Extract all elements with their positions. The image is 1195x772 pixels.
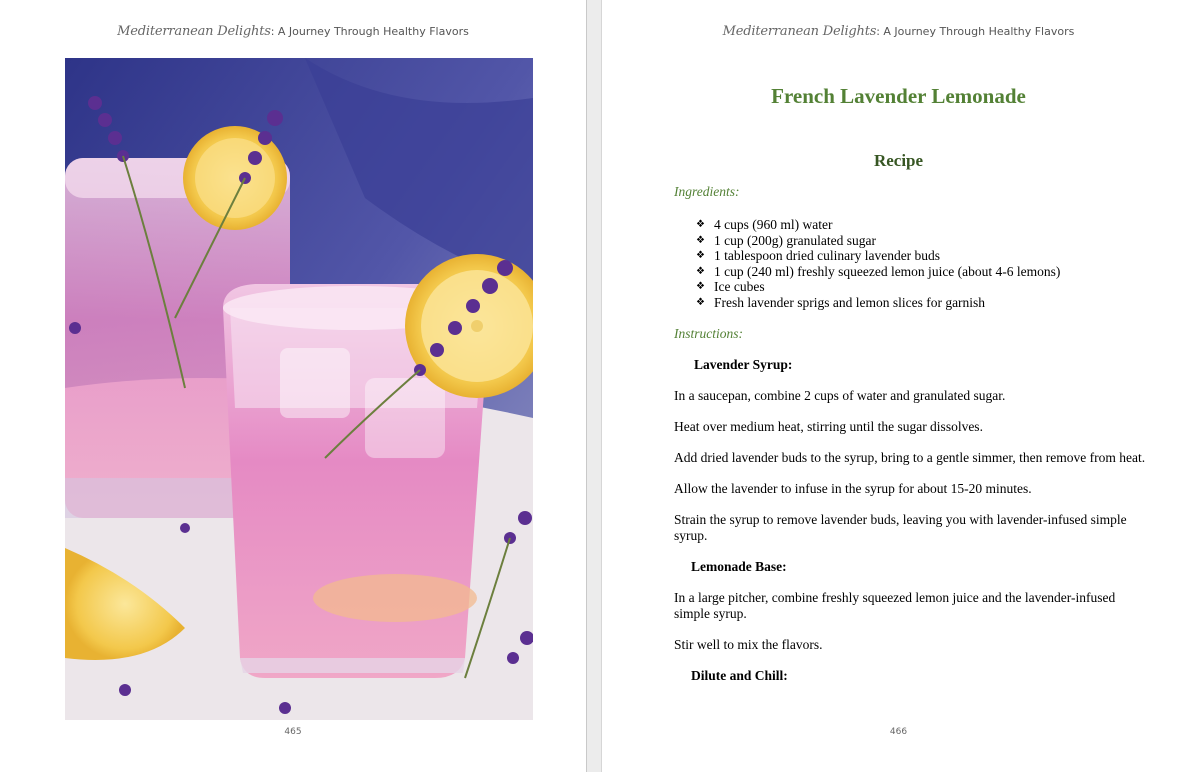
running-header-right [602,24,1195,39]
ingredient-item [696,217,1154,233]
diamond-bullet-icon: ❖ [696,265,705,277]
page-gutter [586,0,602,772]
right-page [602,0,1195,772]
diamond-bullet-icon: ❖ [696,281,705,292]
recipe-title: French Lavender Lemonade [771,84,1026,108]
syrup-step: Heat over medium heat, stirring until the sugar dissolves. [674,419,983,434]
lavender-syrup-steps [674,388,1154,544]
header-subtitle: : A Journey Through Healthy Flavors [270,25,469,38]
ingredients-label: Ingredients: [674,184,740,199]
ingredient-text: 1 tablespoon dried culinary lavender buds [714,248,941,263]
left-page [0,0,586,772]
base-step: In a large pitcher, combine freshly squeezed lemon juice and the lavender-infused simple syrup. [674,590,1116,621]
ingredient-item [696,264,1154,280]
syrup-step: In a saucepan, combine 2 cups of water and granulated sugar. [674,388,1006,403]
lavender-lemonade-photo [65,58,533,720]
instructions-label: Instructions: [674,326,743,341]
page-number-right: 466 [889,727,908,737]
syrup-step: Strain the syrup to remove lavender buds, leaving you with lavender-infused simple syrup. [674,512,1127,543]
diamond-bullet-icon: ❖ [696,250,705,261]
header-script-title: Mediterranean Delights [722,24,877,39]
dilute-chill-heading: Dilute and Chill: [691,668,788,683]
header-subtitle: : A Journey Through Healthy Flavors [876,25,1075,38]
diamond-bullet-icon: ❖ [696,234,705,246]
ingredient-text: 1 cup (240 ml) freshly squeezed lemon juice (about 4-6 lemons) [714,263,1061,279]
diamond-bullet-icon: ❖ [696,219,705,230]
recipe-section-heading: Recipe [873,151,924,170]
ingredient-text: Ice cubes [714,279,765,294]
ingredient-item [696,233,1154,249]
lavender-syrup-heading: Lavender Syrup: [694,357,793,372]
header-script-title: Mediterranean Delights [117,24,271,39]
ingredient-text: 4 cups (960 ml) water [714,217,833,232]
ingredient-text: Fresh lavender sprigs and lemon slices for garnish [714,294,986,310]
lemonade-base-heading: Lemonade Base: [691,559,787,574]
diamond-bullet-icon: ❖ [696,296,705,308]
base-step: Stir well to mix the flavors. [674,637,823,652]
photo-illustration [65,58,533,720]
syrup-step: Add dried lavender buds to the syrup, bring to a gentle simmer, then remove from heat. [674,450,1146,465]
ingredient-item [696,248,1154,264]
ingredients-list [674,217,1154,310]
ingredient-text: 1 cup (200g) granulated sugar [714,232,876,248]
page-number-left: 465 [284,727,302,737]
syrup-step: Allow the lavender to infuse in the syrup for about 15-20 minutes. [674,481,1032,496]
ingredient-item [696,295,1154,311]
running-header-left [0,24,586,39]
lemonade-base-steps [674,590,1154,653]
ingredient-item [696,279,1154,295]
recipe-content [674,184,1154,684]
